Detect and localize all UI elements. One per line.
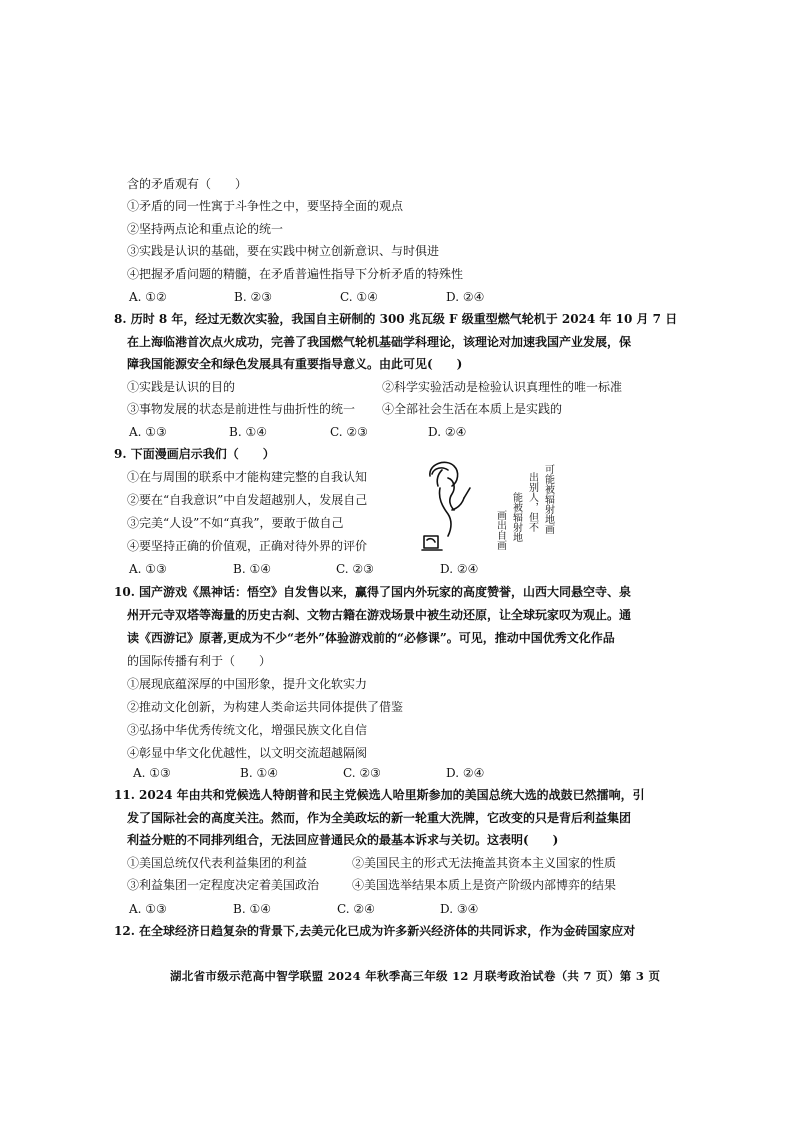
q9-option-a: A. ①③ xyxy=(129,562,167,576)
page-footer: 湖北省市级示范高中智学联盟 2024 年秋季高三年级 12 月联考政治试卷（共 7 页）第 3 页 xyxy=(170,969,661,983)
q9-item-3: ③完美“人设”不如“真我”，要敢于做自己 xyxy=(127,516,344,530)
q10-item-4: ④彰显中华文化优越性，以文明交流超越隔阂 xyxy=(127,746,368,760)
cartoon-caption-col-2: 出别人，但不 xyxy=(526,472,538,532)
q11-stem-line-1: 11. 2024 年由共和党候选人特朗普和民主党候选人哈里斯参加的美国总统大选的战鼓已然擂响，引 xyxy=(114,788,645,802)
q9-cartoon-illustration xyxy=(418,458,560,558)
q8-option-c: C. ②③ xyxy=(330,425,368,439)
q8-item-3: ③事物发展的状态是前进性与曲折性的统一 xyxy=(127,402,356,416)
q9-item-2: ②要在“自我意识”中自发超越别人，发展自己 xyxy=(127,493,368,507)
q10-item-2: ②推动文化创新，为构建人类命运共同体提供了借鉴 xyxy=(127,700,404,714)
q11-option-b: B. ①④ xyxy=(233,902,271,916)
q8-item-4: ④全部社会生活在本质上是实践的 xyxy=(382,402,563,416)
q10-stem-line-2: 州开元寺双塔等海量的历史古刹、文物古籍在游戏场景中被生动还原，让全球玩家叹为观止。通 xyxy=(127,608,632,622)
q9-stem: 9. 下面漫画启示我们（ ） xyxy=(114,447,275,461)
q7-item-2: ②坚持两点论和重点论的统一 xyxy=(127,222,284,236)
cartoon-caption-col-1: 可能被辐射地画 xyxy=(542,464,554,534)
q8-option-d: D. ②④ xyxy=(428,425,467,439)
q8-item-2: ②科学实验活动是检验认识真理性的唯一标准 xyxy=(382,380,623,394)
cartoon-figure xyxy=(422,462,470,550)
q8-stem-line-2: 在上海临港首次点火成功，完善了我国燃气轮机基础学科理论，该理论对加速我国产业发展，保 xyxy=(127,335,632,349)
q10-stem-line-1: 10. 国产游戏《黑神话：悟空》自发售以来，赢得了国内外玩家的高度赞誉，山西大同悬空寺、泉 xyxy=(114,585,632,599)
q10-option-a: A. ①③ xyxy=(133,766,171,780)
cartoon-caption-col-3: 能被辐射地 xyxy=(510,492,522,542)
q9-option-d: D. ②④ xyxy=(440,562,479,576)
q7-item-4: ④把握矛盾问题的精髓，在矛盾普遍性指导下分析矛盾的特殊性 xyxy=(127,267,464,281)
q10-option-b: B. ①④ xyxy=(240,766,278,780)
q10-item-3: ③弘扬中华优秀传统文化，增强民族文化自信 xyxy=(127,723,368,737)
q11-option-c: C. ②④ xyxy=(337,902,375,916)
q11-item-3: ③利益集团一定程度决定着美国政治 xyxy=(127,878,320,892)
q7-item-1: ①矛盾的同一性寓于斗争性之中，要坚持全面的观点 xyxy=(127,199,404,213)
q11-item-2: ②美国民主的形式无法掩盖其资本主义国家的性质 xyxy=(352,856,617,870)
q8-option-a: A. ①③ xyxy=(129,425,167,439)
q7-option-a: A. ①② xyxy=(129,290,167,304)
q11-stem-line-2: 发了国际社会的高度关注。然而，作为全美政坛的新一轮重大洗牌，它改变的只是背后利益集团 xyxy=(127,811,632,825)
q7-option-d: D. ②④ xyxy=(446,290,485,304)
q10-option-c: C. ②③ xyxy=(343,766,381,780)
q7-option-b: B. ②③ xyxy=(234,290,272,304)
q11-stem-line-3: 利益分赃的不同排列组合，无法回应普通民众的最基本诉求与关切。这表明( ) xyxy=(127,833,559,847)
q9-item-4: ④要坚持正确的价值观，正确对待外界的评价 xyxy=(127,539,368,553)
q11-item-1: ①美国总统仅代表利益集团的利益 xyxy=(127,856,308,870)
q8-option-b: B. ①④ xyxy=(229,425,267,439)
q10-stem-line-4: 的国际传播有利于（ ） xyxy=(127,654,272,668)
q11-option-a: A. ①③ xyxy=(129,902,167,916)
q10-option-d: D. ②④ xyxy=(446,766,485,780)
q7-option-c: C. ①④ xyxy=(340,290,378,304)
q9-item-1: ①在与周围的联系中才能构建完整的自我认知 xyxy=(127,470,368,484)
cartoon-caption-col-4: 画出自画 xyxy=(494,510,506,550)
q9-option-c: C. ②③ xyxy=(336,562,374,576)
q7-item-3: ③实践是认识的基础，要在实践中树立创新意识、与时俱进 xyxy=(127,244,440,258)
q7-stem-end: 含的矛盾观有（ ） xyxy=(127,177,248,191)
q10-item-1: ①展现底蕴深厚的中国形象，提升文化软实力 xyxy=(127,677,368,691)
q9-option-b: B. ①④ xyxy=(233,562,271,576)
q8-stem-line-3: 障我国能源安全和绿色发展具有重要指导意义。由此可见( ) xyxy=(127,357,463,371)
q10-stem-line-3: 读《西游记》原著,更成为不少“老外”体验游戏前的“必修课”。可见，推动中国优秀文化作品 xyxy=(127,631,615,645)
q11-option-d: D. ③④ xyxy=(440,902,479,916)
q8-item-1: ①实践是认识的目的 xyxy=(127,380,236,394)
q8-stem-line-1: 8. 历时 8 年，经过无数次实验，我国自主研制的 300 兆瓦级 F 级重型燃气轮机于 2024 年 10 月 7 日 xyxy=(114,312,678,326)
q11-item-4: ④美国选举结果本质上是资产阶级内部博弈的结果 xyxy=(352,878,617,892)
q12-stem-line-1: 12. 在全球经济日趋复杂的背景下,去美元化已成为许多新兴经济体的共同诉求，作为金砖国家应对 xyxy=(114,924,636,938)
